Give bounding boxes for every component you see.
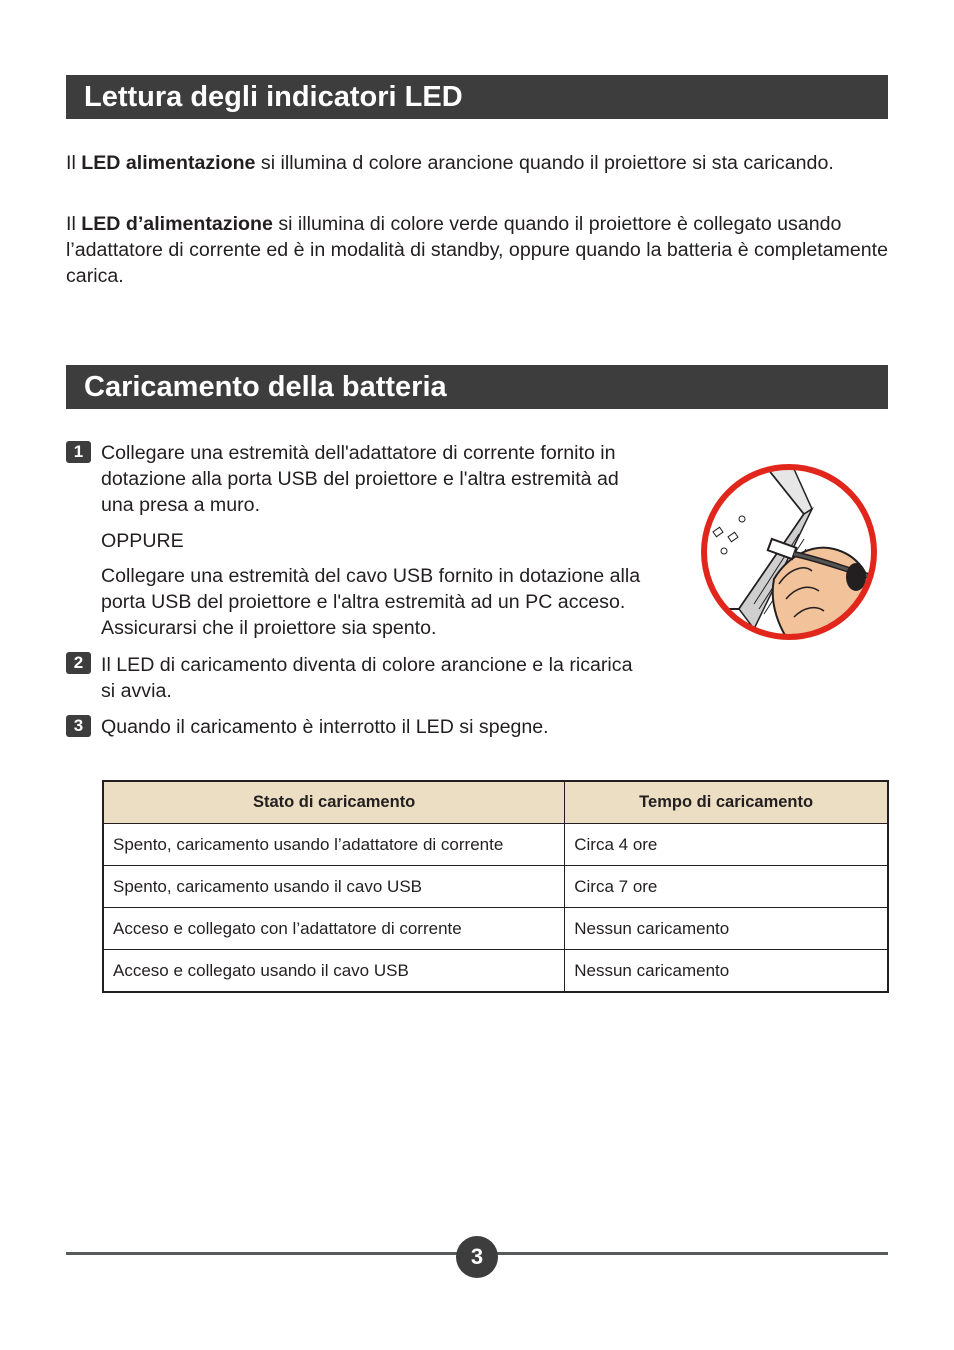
step-1-text: Collegare una estremità dell'adattatore di corrente fornito in dotazione alla porta USB del proiettore e l'altra estremità ad una presa a muro. [101, 442, 619, 516]
table-cell: Circa 7 ore [565, 866, 888, 908]
step-3-text: Quando il caricamento è interrotto il LED si spegne. [101, 716, 549, 738]
step-1-or: OPPURE [101, 530, 184, 552]
text: Il [66, 152, 82, 174]
column-header: Stato di caricamento [103, 781, 565, 824]
charging-table [102, 780, 889, 993]
table-row [103, 866, 888, 908]
step-2-text: Il LED di caricamento diventa di colore arancione e la ricarica si avvia. [101, 654, 633, 702]
section-heading-led: Lettura degli indicatori LED [66, 75, 888, 119]
step-number-2: 2 [66, 652, 91, 674]
table-cell: Spento, caricamento usando il cavo USB [103, 866, 565, 908]
bold-term: LED d’alimentazione [81, 213, 273, 235]
text: Il [66, 213, 82, 235]
footer-rule-right [496, 1252, 888, 1255]
paragraph-led-charging [66, 150, 896, 176]
step-number-1: 1 [66, 441, 91, 463]
table-cell: Spento, caricamento usando l’adattatore di corrente [103, 824, 565, 866]
table-cell: Nessun caricamento [565, 908, 888, 950]
column-header: Tempo di caricamento [565, 781, 888, 824]
table-cell: Acceso e collegato con l’adattatore di corrente [103, 908, 565, 950]
paragraph-led-standby [66, 211, 892, 289]
usb-plug-illustration [694, 459, 884, 649]
table-cell: Nessun caricamento [565, 950, 888, 993]
table-cell: Circa 4 ore [565, 824, 888, 866]
table-header-row [103, 781, 888, 824]
bold-term: LED alimentazione [81, 152, 256, 174]
text: si illumina d colore arancione quando il proiettore si sta caricando. [255, 152, 834, 174]
step-number-3: 3 [66, 715, 91, 737]
table-row [103, 824, 888, 866]
step-1-alt-text: Collegare una estremità del cavo USB fornito in dotazione alla porta USB del proiettore e l'altra estremità ad un PC acceso. Assicurarsi che il proiettore sia spento. [101, 565, 641, 639]
text: si illumina di colore verde quando il proiettore è collegato usando l’adattatore di corrente ed è in modalità di standby, oppure quando la batteria è completamente carica. [66, 213, 889, 287]
footer-rule-left [66, 1252, 458, 1255]
page-number: 3 [456, 1236, 498, 1278]
table-cell: Acceso e collegato usando il cavo USB [103, 950, 565, 993]
section-heading-battery: Caricamento della batteria [66, 365, 888, 409]
table-row [103, 950, 888, 993]
table-row [103, 908, 888, 950]
